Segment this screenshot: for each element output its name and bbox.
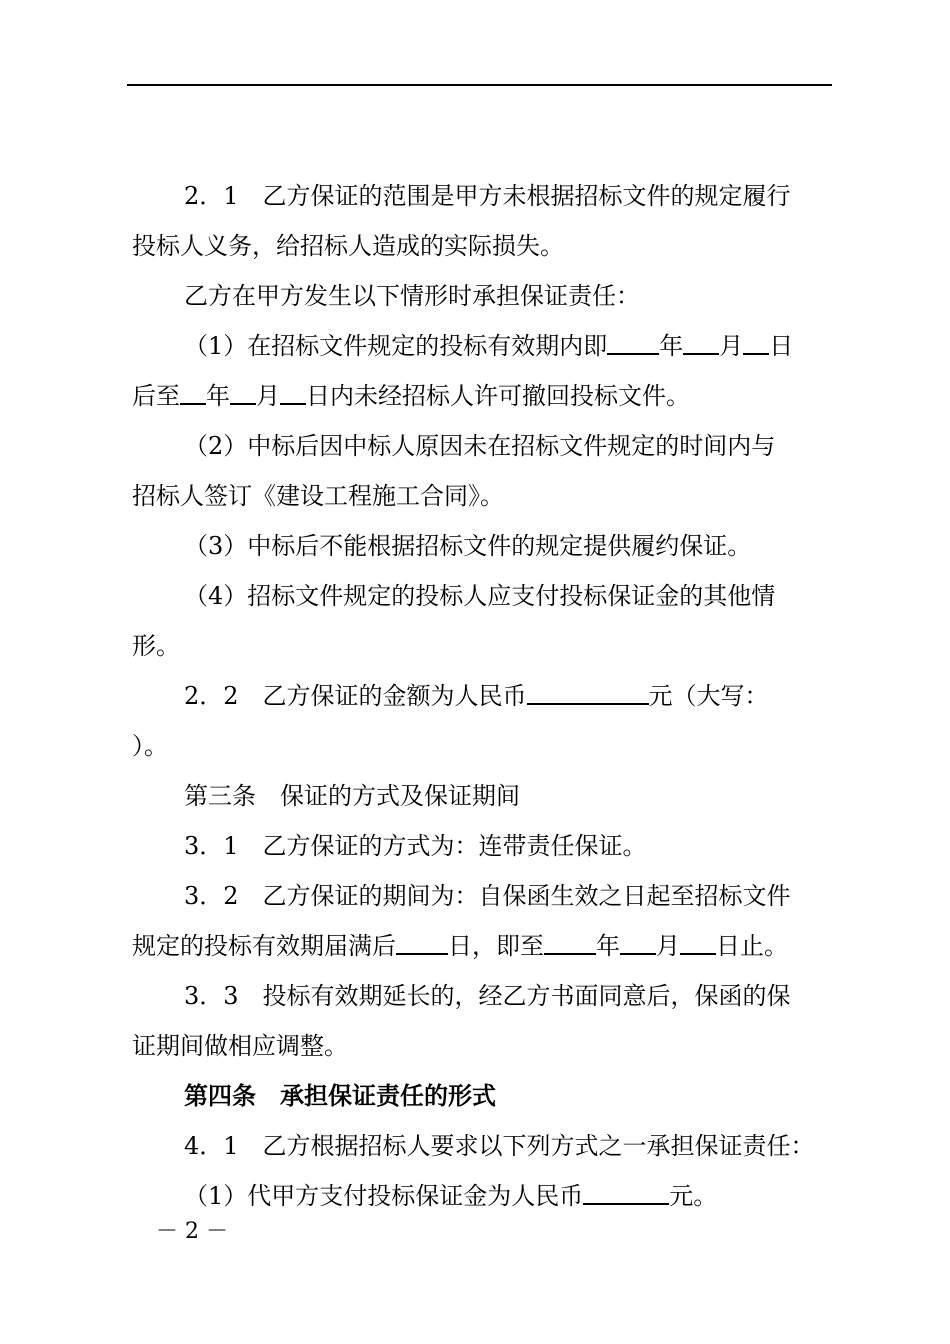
blank-amount[interactable] <box>583 1181 669 1205</box>
para-3-3-line1: 3．3 投标有效期延长的，经乙方书面同意后，保函的保 <box>184 982 791 1010</box>
header-rule <box>127 84 832 86</box>
year-label: 年 <box>206 382 230 410</box>
after-label: 后至 <box>132 382 180 410</box>
blank-amount[interactable] <box>527 681 649 705</box>
item-4-line1: （4）招标文件规定的投标人应支付投标保证金的其他情 <box>184 582 776 610</box>
day-label: 日 <box>769 332 794 360</box>
para-3-2-text: 规定的投标有效期届满后 <box>132 932 396 960</box>
year-label: 年 <box>596 932 620 960</box>
item-3: （3）中标后不能根据招标文件的规定提供履约保证。 <box>184 532 752 560</box>
blank-month[interactable] <box>683 331 719 355</box>
para-conditions-intro: 乙方在甲方发生以下情形时承担保证责任： <box>184 282 640 310</box>
blank-month[interactable] <box>620 931 656 955</box>
para-2-2-line2: ）。 <box>132 732 168 760</box>
para-2-2-text: 2．2 乙方保证的金额为人民币 <box>184 682 527 710</box>
yuan-label: 元。 <box>669 1182 718 1210</box>
item-text: （1）代甲方支付投标保证金为人民币 <box>184 1182 584 1210</box>
item-1-line2 <box>132 381 690 411</box>
blank-year[interactable] <box>180 381 206 405</box>
para-3-2-line2 <box>132 931 788 961</box>
para-2-2-line1 <box>184 681 769 711</box>
para-3-3-line2: 证期间做相应调整。 <box>132 1032 348 1060</box>
blank-day[interactable] <box>280 381 306 405</box>
amount-unit-label: 元（大写： <box>648 682 769 710</box>
item-1-text: （1）在招标文件规定的投标有效期内即 <box>184 332 608 360</box>
para-3-2-line1: 3．2 乙方保证的期间为：自保函生效之日起至招标文件 <box>184 882 791 910</box>
year-label: 年 <box>659 332 684 360</box>
month-label: 月 <box>656 932 680 960</box>
para-3-1: 3．1 乙方保证的方式为：连带责任保证。 <box>184 832 647 860</box>
days-label: 日，即至 <box>448 932 544 960</box>
item-2-line1: （2）中标后因中标人原因未在招标文件规定的时间内与 <box>184 432 776 460</box>
month-label: 月 <box>719 332 744 360</box>
blank-month[interactable] <box>230 381 256 405</box>
item-1-rest: 日内未经招标人许可撤回投标文件。 <box>306 382 690 410</box>
item-1-line1 <box>184 331 793 361</box>
item-2-line2: 招标人签订《建设工程施工合同》。 <box>132 482 504 510</box>
page-number: － 2 － <box>156 1219 228 1244</box>
blank-day[interactable] <box>743 331 769 355</box>
article-3-heading: 第三条 保证的方式及保证期间 <box>184 782 520 810</box>
blank-day[interactable] <box>680 931 716 955</box>
blank-year[interactable] <box>607 331 659 355</box>
month-label: 月 <box>256 382 280 410</box>
para-2-1-line1: 2．1 乙方保证的范围是甲方未根据招标文件的规定履行 <box>184 182 791 210</box>
item-4-line2: 形。 <box>132 632 180 660</box>
para-2-1-line2: 投标人义务，给招标人造成的实际损失。 <box>132 232 564 260</box>
para-4-1-item-1 <box>184 1181 717 1211</box>
blank-days[interactable] <box>396 931 448 955</box>
para-4-1: 4．1 乙方根据招标人要求以下列方式之一承担保证责任： <box>184 1132 815 1160</box>
end-label: 日止。 <box>716 932 788 960</box>
article-4-heading: 第四条 承担保证责任的形式 <box>184 1082 496 1110</box>
blank-year[interactable] <box>544 931 596 955</box>
